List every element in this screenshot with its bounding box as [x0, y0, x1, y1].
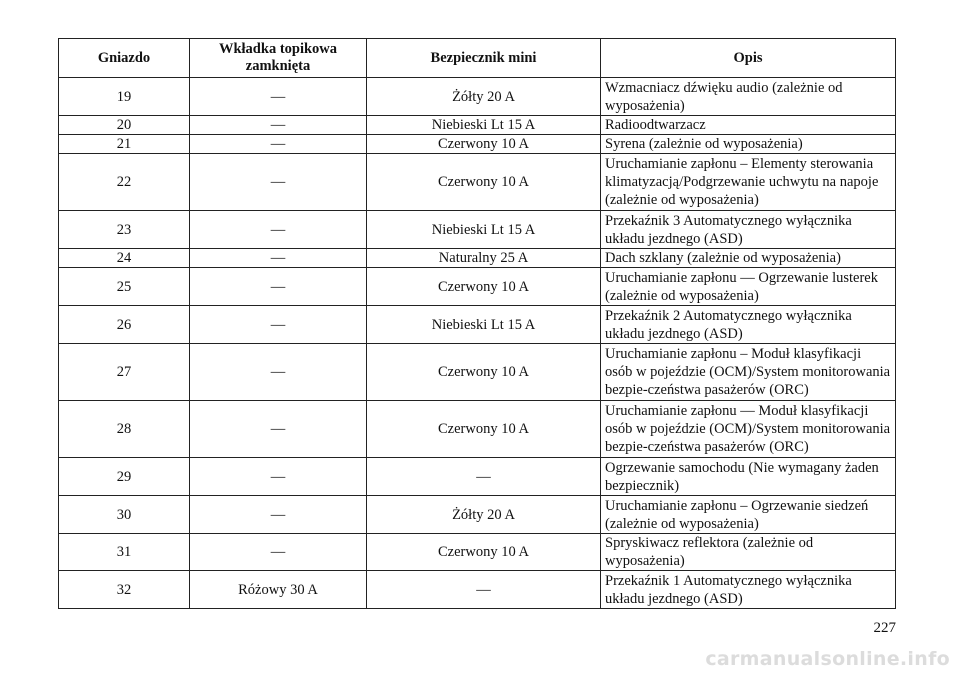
cell-socket: 27 [59, 344, 190, 401]
cell-socket: 32 [59, 571, 190, 609]
cell-socket: 23 [59, 211, 190, 249]
cell-cartridge-fuse: — [190, 344, 367, 401]
table-row [59, 458, 896, 496]
cell-cartridge-fuse: — [190, 401, 367, 458]
cell-mini-fuse: Czerwony 10 A [367, 154, 601, 211]
table-header-row [59, 39, 896, 78]
header-description: Opis [601, 39, 896, 78]
table-row [59, 306, 896, 344]
header-mini-fuse: Bezpiecznik mini [367, 39, 601, 78]
cell-mini-fuse: Niebieski Lt 15 A [367, 211, 601, 249]
cell-socket: 21 [59, 135, 190, 154]
table-row [59, 344, 896, 401]
cell-cartridge-fuse: — [190, 268, 367, 306]
cell-description: Wzmacniacz dźwięku audio (zależnie od wyposażenia) [601, 78, 896, 116]
cell-mini-fuse: Czerwony 10 A [367, 534, 601, 571]
cell-socket: 22 [59, 154, 190, 211]
cell-socket: 30 [59, 496, 190, 534]
watermark: carmanualsonline.info [705, 648, 950, 670]
fuse-table [58, 38, 896, 609]
cell-description: Uruchamianie zapłonu – Ogrzewanie siedzeń (zależnie od wyposażenia) [601, 496, 896, 534]
cell-mini-fuse: Żółty 20 A [367, 78, 601, 116]
table-row [59, 135, 896, 154]
cell-mini-fuse: Niebieski Lt 15 A [367, 116, 601, 135]
cell-description: Przekaźnik 2 Automatycznego wyłącznika układu jezdnego (ASD) [601, 306, 896, 344]
header-socket: Gniazdo [59, 39, 190, 78]
cell-description: Dach szklany (zależnie od wyposażenia) [601, 249, 896, 268]
cell-cartridge-fuse: — [190, 211, 367, 249]
cell-socket: 24 [59, 249, 190, 268]
cell-description: Ogrzewanie samochodu (Nie wymagany żaden bezpiecznik) [601, 458, 896, 496]
table-row [59, 78, 896, 116]
cell-socket: 31 [59, 534, 190, 571]
cell-cartridge-fuse: — [190, 534, 367, 571]
cell-cartridge-fuse: — [190, 116, 367, 135]
cell-description: Spryskiwacz reflektora (zależnie od wyposażenia) [601, 534, 896, 571]
cell-description: Uruchamianie zapłonu – Elementy sterowania klimatyzacją/Podgrzewanie uchwytu na napoje (zależnie od wyposażenia) [601, 154, 896, 211]
cell-socket: 19 [59, 78, 190, 116]
cell-description: Uruchamianie zapłonu — Ogrzewanie lusterek (zależnie od wyposażenia) [601, 268, 896, 306]
cell-cartridge-fuse: — [190, 306, 367, 344]
cell-cartridge-fuse: — [190, 78, 367, 116]
cell-mini-fuse: Czerwony 10 A [367, 135, 601, 154]
header-cartridge-fuse: Wkładka topikowa zamknięta [190, 39, 367, 78]
cell-mini-fuse: Naturalny 25 A [367, 249, 601, 268]
table-row [59, 116, 896, 135]
cell-cartridge-fuse: — [190, 458, 367, 496]
table-row [59, 496, 896, 534]
table-row [59, 268, 896, 306]
cell-mini-fuse: Żółty 20 A [367, 496, 601, 534]
table-row [59, 154, 896, 211]
cell-cartridge-fuse: — [190, 154, 367, 211]
cell-mini-fuse: Niebieski Lt 15 A [367, 306, 601, 344]
cell-socket: 26 [59, 306, 190, 344]
cell-mini-fuse: Czerwony 10 A [367, 268, 601, 306]
cell-cartridge-fuse: — [190, 496, 367, 534]
cell-description: Uruchamianie zapłonu – Moduł klasyfikacji osób w pojeździe (OCM)/System monitorowania bezpie-czeństwa pasażerów (ORC) [601, 344, 896, 401]
table-row [59, 249, 896, 268]
table-row [59, 211, 896, 249]
cell-socket: 28 [59, 401, 190, 458]
cell-description: Przekaźnik 3 Automatycznego wyłącznika układu jezdnego (ASD) [601, 211, 896, 249]
table-row [59, 401, 896, 458]
cell-mini-fuse: Czerwony 10 A [367, 344, 601, 401]
cell-socket: 29 [59, 458, 190, 496]
cell-mini-fuse: — [367, 571, 601, 609]
cell-cartridge-fuse: Różowy 30 A [190, 571, 367, 609]
cell-description: Radioodtwarzacz [601, 116, 896, 135]
cell-socket: 25 [59, 268, 190, 306]
cell-socket: 20 [59, 116, 190, 135]
cell-mini-fuse: — [367, 458, 601, 496]
table-row [59, 534, 896, 571]
cell-mini-fuse: Czerwony 10 A [367, 401, 601, 458]
cell-description: Przekaźnik 1 Automatycznego wyłącznika układu jezdnego (ASD) [601, 571, 896, 609]
table-row [59, 571, 896, 609]
cell-description: Syrena (zależnie od wyposażenia) [601, 135, 896, 154]
cell-description: Uruchamianie zapłonu — Moduł klasyfikacji osób w pojeździe (OCM)/System monitorowania bezpie-czeństwa pasażerów (ORC) [601, 401, 896, 458]
cell-cartridge-fuse: — [190, 135, 367, 154]
page-number: 227 [873, 620, 896, 636]
cell-cartridge-fuse: — [190, 249, 367, 268]
